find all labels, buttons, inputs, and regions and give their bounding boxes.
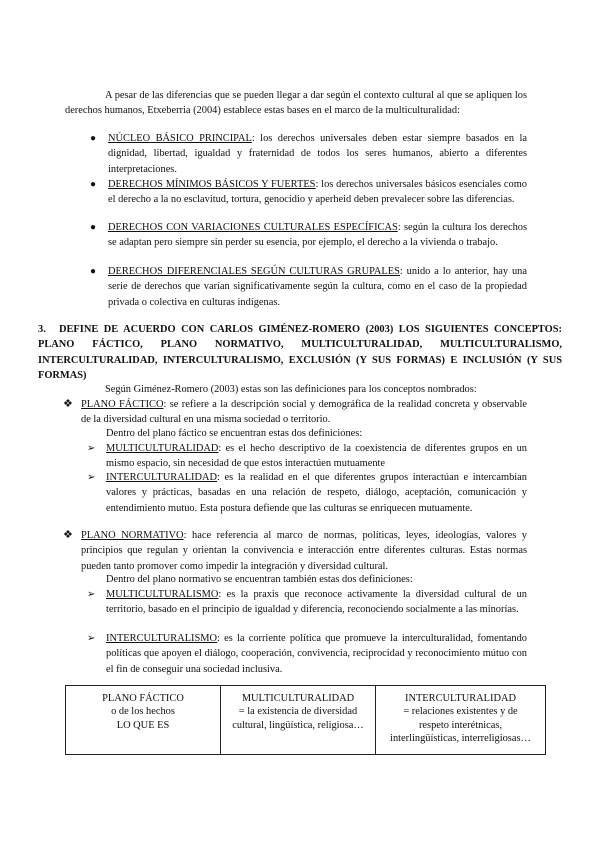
section-lead: Según Giménez-Romero (2003) estas son las definiciones para los conceptos nombrados: [105,384,477,395]
arrow-bullet-icon: ➢ [87,472,96,483]
plano-normativo-paragraph [81,528,527,574]
item-head: INTERCULTURALISMO [106,633,218,644]
bullet-head: DERECHOS CON VARIACIONES CULTURALES ESPECÍFICAS [108,222,398,233]
plano-normativo-head: PLANO NORMATIVO [81,530,184,541]
table-cell-multiculturalidad [221,686,376,755]
arrow-bullet-icon: ➢ [87,443,96,454]
arrow-bullet-icon: ➢ [87,633,96,644]
table-cell-plano-factico [66,686,221,755]
bullet-dot-icon: ● [90,133,97,144]
item-text: : es la corriente política que promueve la interculturalidad, fomentando políticas que apoyen el diálogo, cooperación, convivencia, reciprocidad y reconocimiento mútuo con el fin de conseguir una sociedad inclusiva. [106,633,527,675]
cell-line: respeto interétnicas, [418,719,503,731]
cell-line: = la existencia de diversidad [238,706,358,718]
item-head: MULTICULTURALIDAD [106,443,219,454]
arrow-bullet-icon: ➢ [87,589,96,600]
plano-normativo-text: : hace referencia al marco de normas, políticas, leyes, ideologías, valores y principios que regulan y orientan la convivencia e interacción entre diferentes culturas. Estas normas pueden tanto promover como impedir la integración y diversidad cultural. [81,530,528,572]
cell-line: LO QUE ES [116,719,170,731]
diamond-bullet-icon: ❖ [63,529,73,541]
bullet-head: DERECHOS MÍNIMOS BÁSICOS Y FUERTES [108,179,316,190]
item-head: MULTICULTURALISMO [106,589,219,600]
bullet-head: NÚCLEO BÁSICO PRINCIPAL [108,133,252,144]
bullet-variaciones [108,220,527,251]
bullet-diferenciales [108,264,527,310]
plano-factico-paragraph [81,397,527,428]
plano-normativo-sublead: Dentro del plano normativo se encuentran también estas dos definiciones: [106,574,413,585]
bullet-minimos [108,177,527,208]
item-text: : es la realidad en el que diferentes grupos interactúan e intercambian valores y prácticas, basadas en una relación de respeto, diálogo, aceptación, comunicación y entendimiento mutuo. Esta postura defiende que las culturas se enriquecen mutuamente. [106,472,527,514]
cell-line: interlingüísticas, interreligiosas… [390,733,531,745]
cell-line: o de los hechos [111,706,175,718]
bullet-nucleo [108,131,527,177]
intro-paragraph: A pesar de las diferencias que se pueden llegar a dar según el contexto cultural al que se apliquen los derechos humanos, Etxeberria (2004) establece estas bases en el marco de la multiculturalidad: [65,90,527,117]
cell-line: PLANO FÁCTICO [102,693,184,704]
cell-line: MULTICULTURALIDAD [241,693,355,704]
bullet-text: : los derechos universales deben estar siempre basados en la dignidad, libertad, igualdad y fraternidad de todos los seres humanos, abierto a diferentes interpretaciones. [108,133,527,175]
bullet-text: : unido a lo anterior, hay una serie de derechos que varían significativamente según la cultura, como en el caso de la propiedad privada o colectiva en culturas indígenas. [108,266,527,308]
section-title: DEFINE DE ACUERDO CON CARLOS GIMÉNEZ-ROMERO (2003) LOS SIGUIENTES CONCEPTOS: PLANO FÁCTICO, PLANO NORMATIVO, MULTICULTURALIDAD, MULTICULTURALISMO, INTERCULTURALIDAD, INTERCULTURALISMO, EXCLUSIÓN (Y SUS FORMAS) E INCLUSIÓN (Y SUS FORMAS) [38,324,562,381]
plano-factico-head: PLANO FÁCTICO [81,399,164,410]
cell-line: INTERCULTURALIDAD [404,693,517,704]
table-row [66,686,546,755]
cell-line: = relaciones existentes y de [403,706,518,718]
item-multiculturalidad [106,441,527,472]
item-interculturalidad [106,470,527,516]
bullet-dot-icon: ● [90,179,97,190]
bullet-head: DERECHOS DIFERENCIALES SEGÚN CULTURAS GRUPALES [108,266,400,277]
item-text: : es el hecho descriptivo de la coexistencia de diferentes grupos en un mismo espacio, sin necesidad de que estos interactúen mutuamente [106,443,527,470]
item-multiculturalismo [106,587,527,618]
table-cell-interculturalidad [376,686,546,755]
section-number: 3. [38,324,46,335]
plano-factico-sublead: Dentro del plano fáctico se encuentran estas dos definiciones: [106,428,363,439]
plano-factico-text: : se refiere a la descripción social y demográfica de la realidad concreta y observable de la diversidad cultural en una misma sociedad o territorio. [81,399,527,426]
bullet-dot-icon: ● [90,266,97,277]
cell-line: cultural, lingüística, religiosa… [232,719,364,731]
bullet-dot-icon: ● [90,222,97,233]
diamond-bullet-icon: ❖ [63,398,73,410]
bullet-text: : según la cultura los derechos se adaptan pero siempre sin perder su esencia, por ejemplo, el derecho a la vivienda o trabajo. [108,222,528,249]
item-text: : es la praxis que reconoce activamente la diversidad cultural de un territorio, basado en el principio de igualdad y diferencia, reconociendo socialmente a las minorías. [106,589,527,616]
item-head: INTERCULTURALIDAD [106,472,218,483]
concepts-table [65,685,546,755]
item-interculturalismo [106,631,527,677]
bullet-text: : los derechos universales básicos esenciales como el derecho a la no esclavitud, tortura, genocidio y aperheid deben prevalecer sobre las diferencias. [108,179,527,206]
